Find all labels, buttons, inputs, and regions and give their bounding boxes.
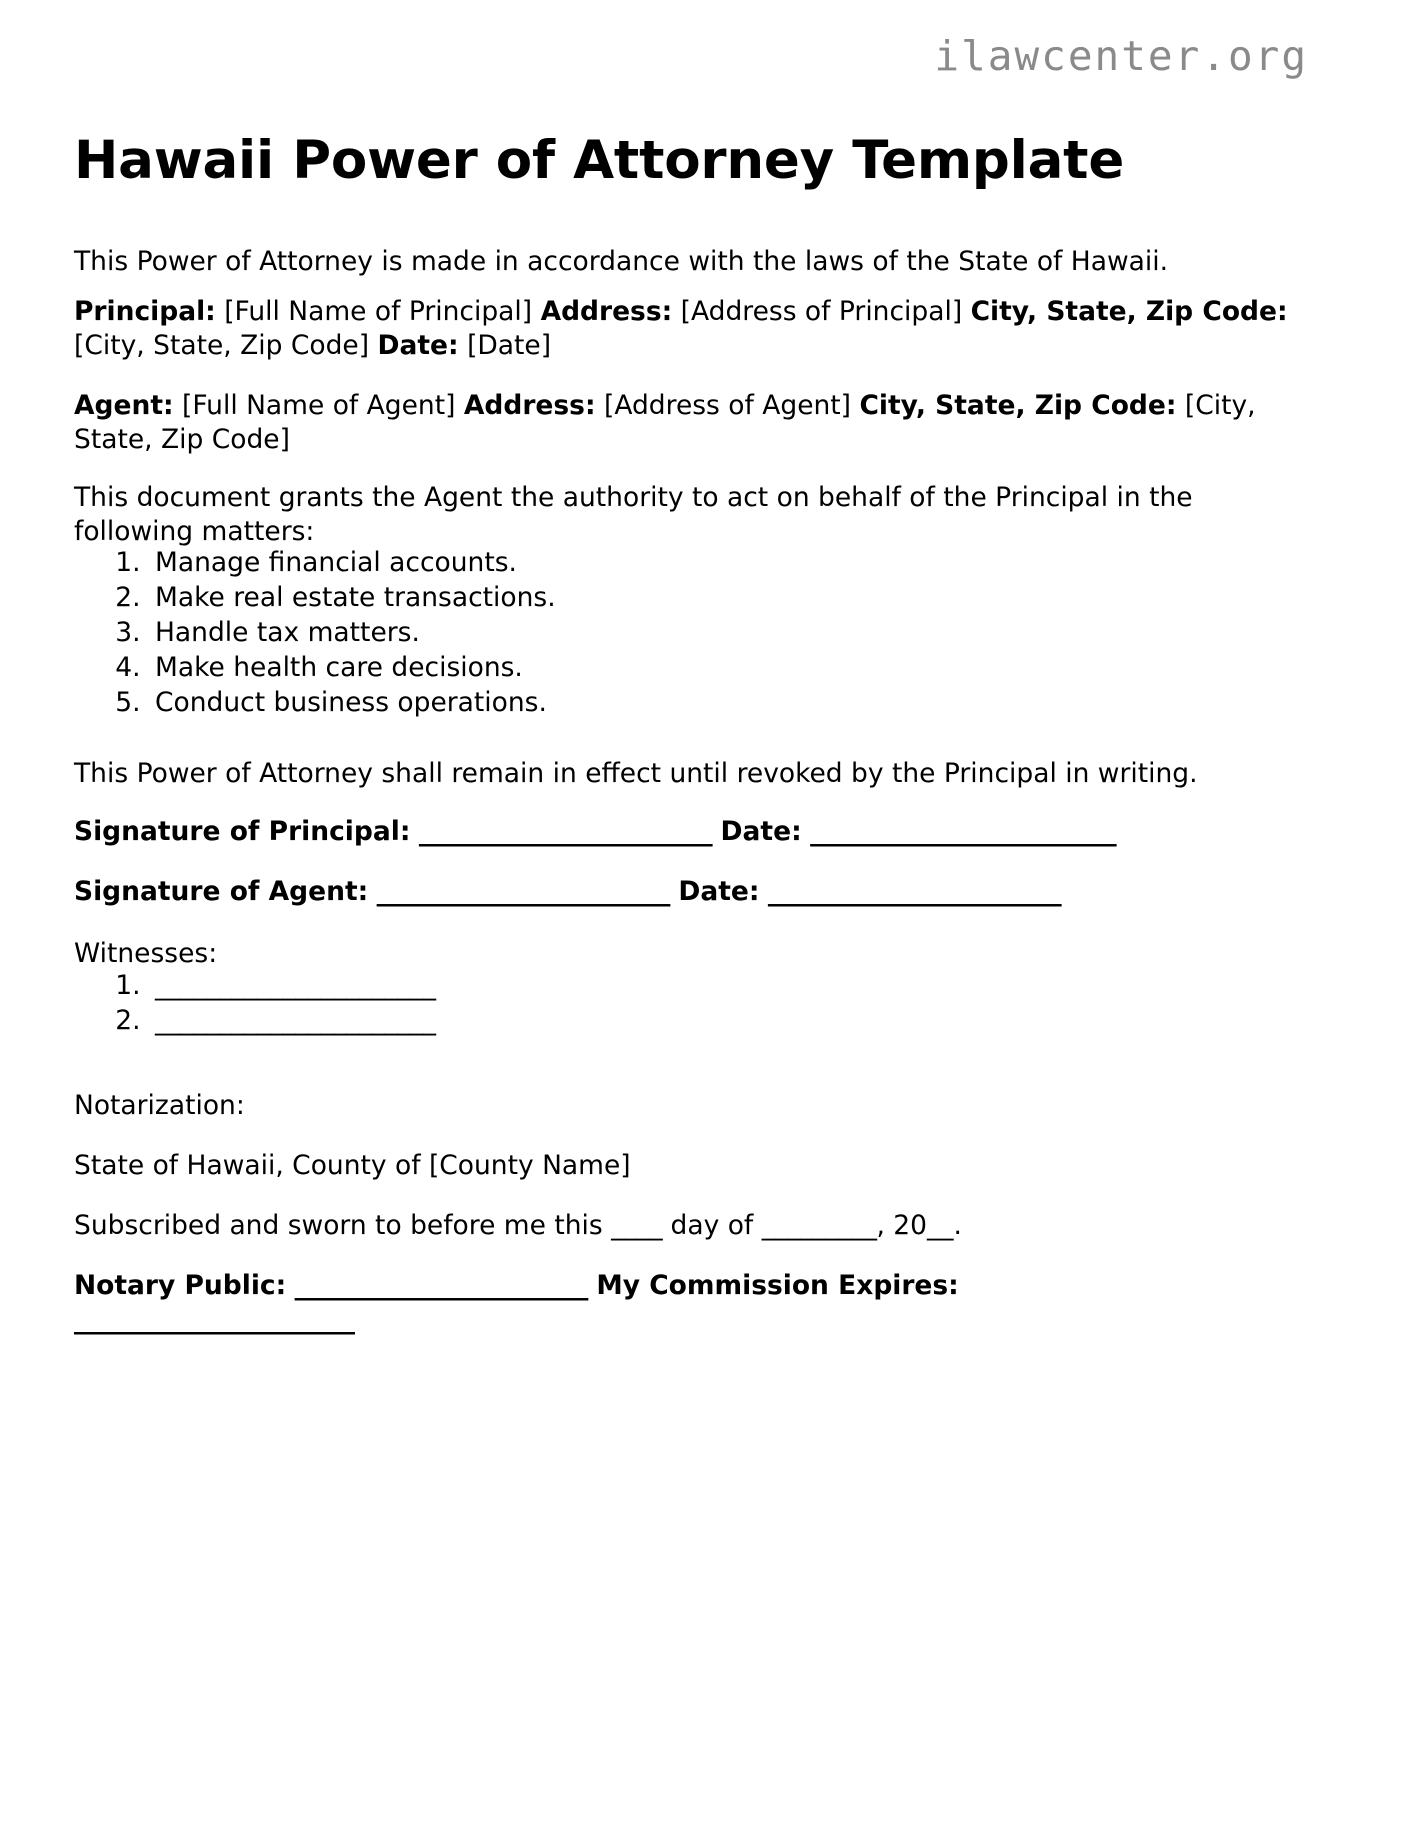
list-item <box>149 1003 436 1038</box>
principal-signature-line <box>74 815 1304 850</box>
list-item: 1. Manage financial accounts. <box>149 545 556 580</box>
powers-list <box>74 545 556 721</box>
notary-public-label: Notary Public: <box>74 1269 287 1301</box>
sworn-prefix: Subscribed and sworn to before me this <box>74 1209 612 1241</box>
list-item: 2. Make real estate transactions. <box>149 580 556 615</box>
signature-of-principal-label: Signature of Principal: <box>74 815 411 847</box>
agent-signature-blank[interactable]: _______________________ <box>376 875 670 907</box>
agent-citystatezip-label: City, State, Zip Code: <box>859 389 1177 421</box>
principal-date-value: [Date] <box>467 330 552 362</box>
list-item: 4. Make health care decisions. <box>149 650 556 685</box>
page-title: Hawaii Power of Attorney Template <box>74 129 1125 191</box>
grant-paragraph: This document grants the Agent the authority to act on behalf of the Principal in the following matters: <box>74 481 1193 548</box>
notary-public-blank[interactable]: _______________________ <box>294 1269 588 1301</box>
principal-signature-blank[interactable]: _______________________ <box>418 815 713 847</box>
sworn-month-blank[interactable]: _________ <box>761 1209 877 1241</box>
principal-name-label: Principal: <box>74 295 216 327</box>
sworn-statement <box>74 1209 1304 1244</box>
principal-citystatezip-value: [City, State, Zip Code] <box>74 330 370 362</box>
witness-2-blank[interactable]: ______________________ <box>155 1005 436 1037</box>
principal-name-value: [Full Name of Principal] <box>224 295 533 327</box>
agent-date-label: Date: <box>678 875 760 907</box>
commission-expires-blank[interactable]: ______________________ <box>74 1304 355 1336</box>
principal-date-label: Date: <box>720 815 802 847</box>
principal-address-value: [Address of Principal] <box>680 295 963 327</box>
witnesses-list <box>74 968 436 1038</box>
principal-date-blank[interactable]: ________________________ <box>810 815 1117 847</box>
principal-details-paragraph <box>74 295 1289 365</box>
sworn-suffix: , 20__. <box>876 1209 962 1241</box>
agent-address-value: [Address of Agent] <box>603 389 852 421</box>
agent-name-label: Agent: <box>74 389 174 421</box>
principal-address-label: Address: <box>540 295 673 327</box>
notarization-venue: State of Hawaii, County of [County Name] <box>74 1149 631 1181</box>
principal-citystatezip-label: City, State, Zip Code: <box>970 295 1288 327</box>
agent-citystatezip-value: [City, State, Zip Code] <box>74 389 1256 456</box>
agent-address-label: Address: <box>463 389 596 421</box>
witnesses-heading: Witnesses: <box>74 937 218 969</box>
list-item <box>149 968 436 1003</box>
revocation-paragraph: This Power of Attorney shall remain in effect until revoked by the Principal in writing. <box>74 757 1198 789</box>
agent-details-paragraph <box>74 389 1289 459</box>
site-watermark: ilawcenter.org <box>934 32 1308 80</box>
agent-date-blank[interactable]: _______________________ <box>767 875 1062 907</box>
sworn-middle: day of <box>662 1209 762 1241</box>
principal-date-label: Date: <box>377 330 459 362</box>
list-item: 5. Conduct business operations. <box>149 685 556 720</box>
notary-public-line <box>74 1269 1164 1339</box>
list-item: 3. Handle tax matters. <box>149 615 556 650</box>
commission-expires-label: My Commission Expires: <box>596 1269 959 1301</box>
intro-paragraph: This Power of Attorney is made in accordance with the laws of the State of Hawaii. <box>74 245 1169 277</box>
sworn-day-blank[interactable]: ____ <box>611 1209 663 1241</box>
agent-signature-line <box>74 875 1304 910</box>
agent-name-value: [Full Name of Agent] <box>182 389 456 421</box>
witness-1-blank[interactable]: ______________________ <box>155 970 436 1001</box>
signature-of-agent-label: Signature of Agent: <box>74 875 369 907</box>
notarization-heading: Notarization: <box>74 1089 245 1121</box>
